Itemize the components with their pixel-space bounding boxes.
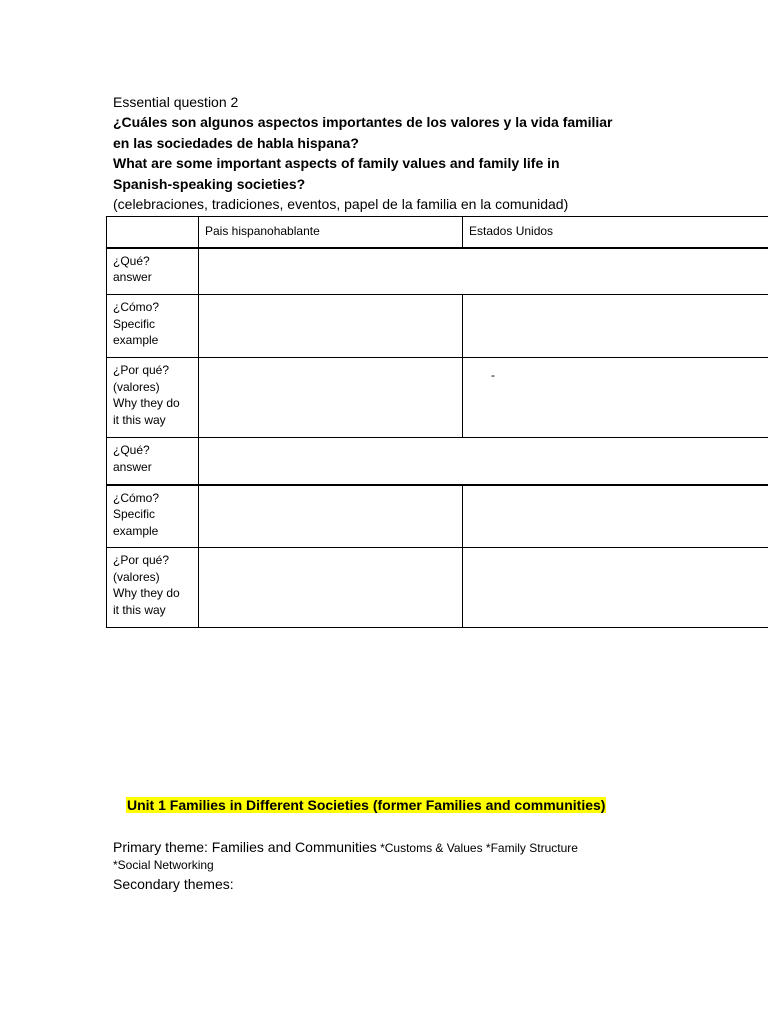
header-cell-pais-hispanohablante: Pais hispanohablante	[199, 217, 463, 248]
us-cell[interactable]	[463, 358, 768, 438]
table-row	[107, 485, 768, 548]
unit-title-block	[126, 795, 606, 815]
row-label	[107, 248, 199, 295]
answer-cell[interactable]	[199, 248, 768, 295]
us-cell[interactable]	[463, 295, 768, 358]
primary-theme-label: Primary theme: Families and Communities	[113, 839, 377, 855]
primary-theme-tags-continued: *Social Networking	[113, 858, 214, 872]
row-label	[107, 358, 199, 438]
comparison-table	[106, 216, 768, 628]
row-label-line: (valores)	[113, 569, 160, 584]
row-label-line: answer	[113, 270, 152, 284]
row-label-line: (valores)	[113, 379, 160, 394]
header-cell-empty	[107, 217, 199, 248]
themes-block	[113, 838, 733, 894]
pais-cell[interactable]	[199, 485, 463, 548]
row-label-line: ¿Por qué?	[113, 363, 170, 377]
primary-theme-line	[113, 838, 733, 857]
question-spanish-line1: ¿Cuáles son algunos aspectos importantes de los valores y la vida familiar	[113, 114, 613, 130]
row-label-line: answer	[113, 459, 152, 474]
row-label	[107, 438, 199, 485]
question-english-line2: Spanish-speaking societies?	[113, 175, 306, 192]
row-label-line: example	[113, 523, 159, 538]
table-row	[107, 358, 768, 438]
row-label-line: Why they do	[113, 396, 180, 410]
row-label	[107, 485, 199, 548]
row-label	[107, 295, 199, 358]
header-cell-estados-unidos: Estados Unidos	[463, 217, 768, 248]
table-row	[107, 248, 768, 295]
row-label-line: ¿Qué?	[113, 253, 150, 268]
row-label-line: Specific	[113, 316, 156, 331]
row-label-line: Specific	[113, 507, 156, 521]
table-header-row	[107, 217, 768, 248]
question-spanish-line2: en las sociedades de habla hispana?	[113, 134, 359, 151]
pais-cell[interactable]	[199, 548, 463, 628]
row-label-line: ¿Qué?	[113, 443, 150, 457]
pais-cell[interactable]	[199, 358, 463, 438]
us-cell[interactable]	[463, 548, 768, 628]
primary-theme-tags: *Customs & Values *Family Structure	[376, 841, 578, 855]
answer-cell[interactable]	[199, 438, 768, 485]
row-label-line: example	[113, 333, 159, 347]
table-row	[107, 548, 768, 628]
row-label-line: Why they do	[113, 586, 180, 600]
pais-cell[interactable]	[199, 295, 463, 358]
question-english-line1: What are some important aspects of family values and family life in	[113, 155, 560, 171]
us-cell-value: -	[491, 368, 495, 382]
table-row	[107, 295, 768, 358]
essential-question-block	[113, 92, 733, 214]
row-label-line: it this way	[113, 412, 166, 427]
row-label-line: ¿Cómo?	[113, 300, 160, 314]
secondary-themes-label: Secondary themes:	[113, 876, 234, 892]
essential-question-title: Essential question 2	[113, 94, 239, 110]
table-row	[107, 438, 768, 485]
row-label-line: ¿Cómo?	[113, 490, 160, 505]
row-label-line: ¿Por qué?	[113, 553, 170, 567]
row-label	[107, 548, 199, 628]
unit-title: Unit 1 Families in Different Societies (former Families and communities)	[127, 797, 606, 813]
us-cell[interactable]	[463, 485, 768, 548]
row-label-line: it this way	[113, 602, 166, 617]
question-note: (celebraciones, tradiciones, eventos, papel de la familia en la comunidad)	[113, 196, 569, 212]
